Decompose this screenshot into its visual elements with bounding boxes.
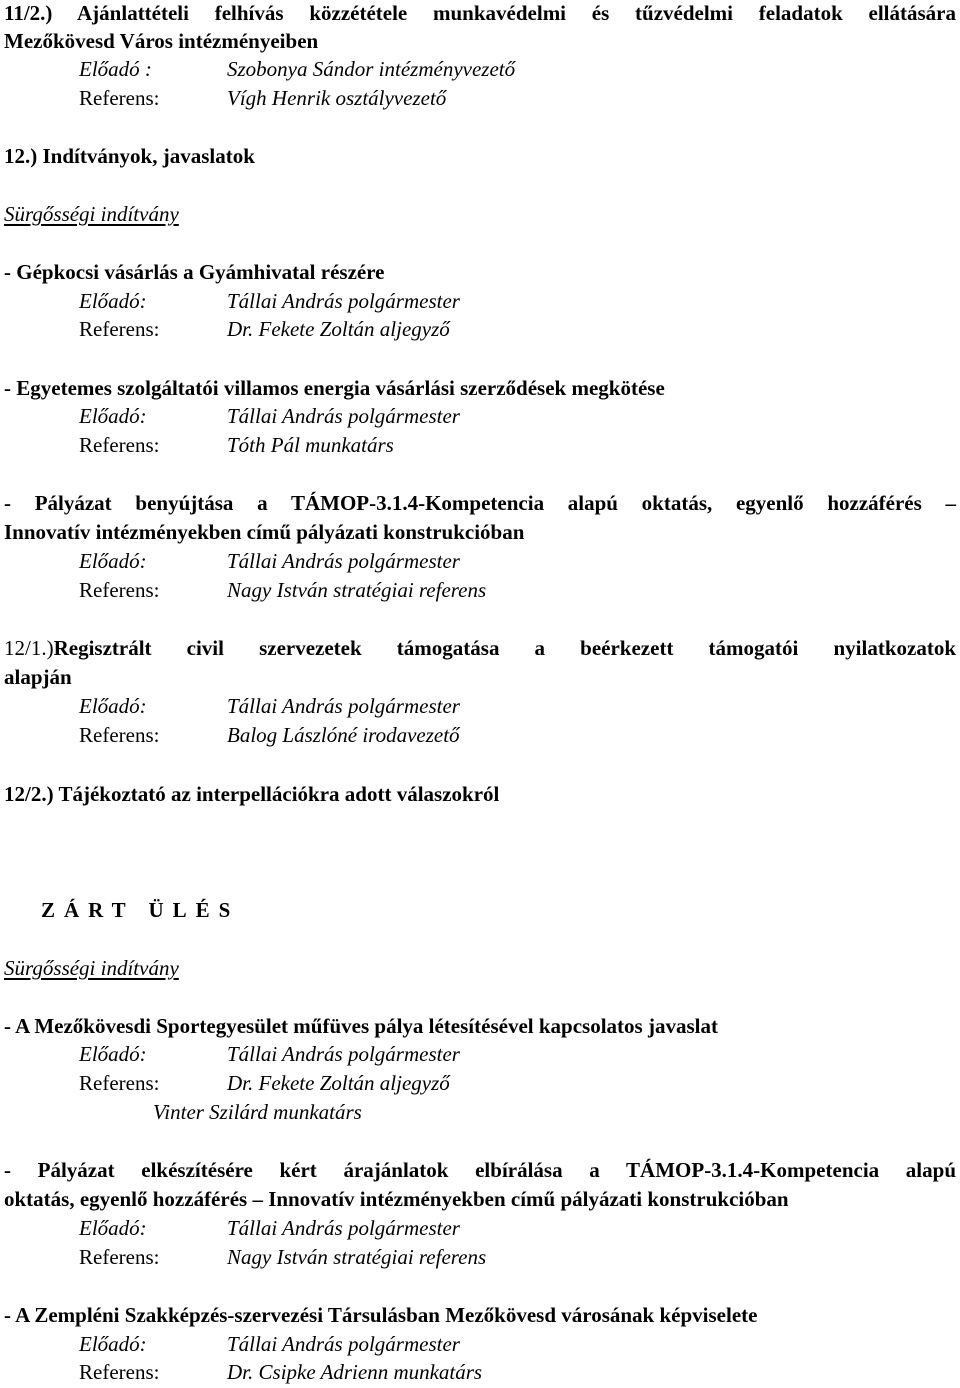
motion-title-line2: Innovatív intézményekben című pályázati konstrukcióban — [4, 520, 525, 544]
referent-label: Referens: — [79, 723, 160, 747]
presenter-label: Előadó: — [79, 1332, 147, 1356]
referent-name: Dr. Fekete Zoltán aljegyző — [227, 317, 450, 341]
presenter-label: Előadó: — [79, 694, 147, 718]
item-12-2-title: 12/2.) Tájékoztató az interpellációkra adott válaszokról — [4, 782, 500, 806]
presenter-name: Tállai András polgármester — [227, 1332, 460, 1356]
item-11-2-title-line2: Mezőkövesd Város intézményeiben — [4, 29, 319, 53]
presenter-name: Szobonya Sándor intézményvezető — [227, 57, 516, 81]
referent-label: Referens: — [79, 578, 160, 602]
presenter-label: Előadó : — [79, 57, 152, 81]
motion-title-line1: - Pályázat elkészítésére kért árajánlatok elbírálása a TÁMOP-3.1.4-Kompetencia alapú — [4, 1158, 956, 1182]
presenter-label: Előadó: — [79, 404, 147, 428]
item-12-1-title-line1 — [4, 635, 956, 661]
referent-name: Dr. Fekete Zoltán aljegyző — [227, 1071, 450, 1095]
referent-label: Referens: — [79, 1360, 160, 1384]
item-11-2-title-line1: 11/2.) Ajánlattételi felhívás közzététele munkavédelmi és tűzvédelmi feladatok ellátására — [4, 1, 956, 25]
referent-label: Referens: — [79, 317, 160, 341]
urgent-motion-label: Sürgősségi indítvány — [4, 956, 179, 980]
referent-name-secondary: Vinter Szilárd munkatárs — [153, 1100, 362, 1124]
item-12-1-number: 12/1.) — [4, 636, 54, 660]
motion-title: - Egyetemes szolgáltatói villamos energia vásárlási szerződések megkötése — [4, 376, 665, 400]
referent-label: Referens: — [79, 1071, 160, 1095]
referent-label: Referens: — [79, 1245, 160, 1269]
motion-title: - A Zempléni Szakképzés-szervezési Társulásban Mezőkövesd városának képviselete — [4, 1303, 758, 1327]
presenter-label: Előadó: — [79, 1042, 147, 1066]
urgent-motion-label: Sürgősségi indítvány — [4, 202, 179, 226]
referent-name: Nagy István stratégiai referens — [227, 578, 487, 602]
presenter-label: Előadó: — [79, 289, 147, 313]
presenter-name: Tállai András polgármester — [227, 1042, 460, 1066]
motion-title-line1: - Pályázat benyújtása a TÁMOP-3.1.4-Kompetencia alapú oktatás, egyenlő hozzáférés – — [4, 491, 956, 515]
referent-name: Dr. Csipke Adrienn munkatárs — [227, 1360, 483, 1384]
presenter-name: Tállai András polgármester — [227, 549, 460, 573]
presenter-name: Tállai András polgármester — [227, 1216, 460, 1240]
motion-title: - Gépkocsi vásárlás a Gyámhivatal részére — [4, 260, 385, 284]
motion-title-line2: oktatás, egyenlő hozzáférés – Innovatív intézményekben című pályázati konstrukcióban — [4, 1187, 789, 1211]
item-12-1-title-text: Regisztrált civil szervezetek támogatása a beérkezett támogatói nyilatkozatok — [53, 636, 956, 660]
presenter-label: Előadó: — [79, 1216, 147, 1240]
referent-label: Referens: — [79, 86, 160, 110]
presenter-label: Előadó: — [79, 549, 147, 573]
presenter-name: Tállai András polgármester — [227, 404, 460, 428]
referent-name: Vígh Henrik osztályvezető — [227, 86, 447, 110]
item-12-heading: 12.) Indítványok, javaslatok — [4, 144, 255, 168]
item-12-1-title-line2: alapján — [4, 665, 72, 689]
closed-session-heading: ZÁRT ÜLÉS — [41, 898, 240, 922]
referent-label: Referens: — [79, 433, 160, 457]
motion-title: - A Mezőkövesdi Sportegyesület műfüves pálya létesítésével kapcsolatos javaslat — [4, 1014, 718, 1038]
referent-name: Balog Lászlóné irodavezető — [227, 723, 460, 747]
presenter-name: Tállai András polgármester — [227, 694, 460, 718]
referent-name: Nagy István stratégiai referens — [227, 1245, 487, 1269]
presenter-name: Tállai András polgármester — [227, 289, 460, 313]
referent-name: Tóth Pál munkatárs — [227, 433, 394, 457]
